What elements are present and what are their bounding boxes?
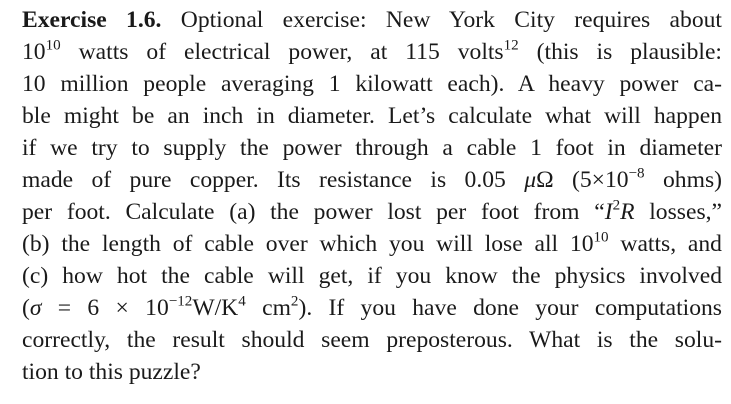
line-5: if we try to supply the power through a cable 1 foot in diameter [22, 135, 722, 161]
current-symbol: I [604, 199, 613, 225]
line-1 [22, 4, 722, 36]
line-4: ble might be an inch in diameter. Let’s calculate what will happen [22, 103, 722, 129]
power-exponent: 10 [45, 37, 61, 54]
ohms-unit: ohms) [644, 167, 722, 193]
sigma-value: = 6 × 10 [41, 295, 169, 321]
line-11: correctly, the result should seem preposterous. What is the solu- [22, 327, 722, 353]
line-8 [22, 228, 722, 260]
line-7-text: per foot. Calculate (a) the power lost per foot from “ [22, 199, 605, 225]
sigma-symbol: σ [29, 295, 42, 321]
watts-exponent: 10 [593, 229, 609, 246]
sigma-exponent: −12 [168, 293, 193, 310]
cm-exponent: 2 [290, 293, 299, 310]
exercise-label: Exercise 1.6. [22, 7, 162, 33]
resistance-value: Ω (5×10 [536, 167, 629, 193]
line-3: 10 million people averaging 1 kilowatt each). A heavy power ca- [22, 71, 722, 97]
line-9: (c) how hot the cable will get, if you know the physics involved [22, 263, 722, 289]
line-6-text: made of pure copper. Its resistance is 0.05 [22, 167, 525, 193]
line-1-text: Optional exercise: New York City requires about [180, 7, 722, 33]
line-2-text: watts of electrical power, at 115 volts [60, 39, 504, 65]
sigma-unit: W/K [192, 295, 239, 321]
exercise-paragraph [22, 4, 722, 388]
line-2 [22, 36, 722, 68]
resistance-symbol: R [620, 199, 635, 225]
line-10 [22, 292, 722, 324]
line-7 [22, 196, 722, 228]
line-8-text-end: watts, and [608, 231, 722, 257]
current-exponent: 2 [612, 197, 621, 214]
line-12: tion to this puzzle? [22, 359, 201, 385]
cm-unit: cm [245, 295, 291, 321]
line-7-text-end: losses,” [634, 199, 722, 225]
resistance-exponent: −8 [628, 165, 645, 182]
mu-symbol: μ [524, 167, 537, 193]
kelvin-exponent: 4 [238, 293, 246, 310]
open-paren: ( [22, 295, 30, 321]
line-10-text-end: ). If you have done your computations [298, 295, 722, 321]
power-base: 10 [22, 39, 46, 65]
line-8-text: (b) the length of cable over which you will lose all 10 [22, 231, 594, 257]
footnote-marker: 12 [503, 37, 519, 54]
line-2-text-end: (this is plausible: [518, 39, 722, 65]
line-6 [22, 164, 722, 196]
